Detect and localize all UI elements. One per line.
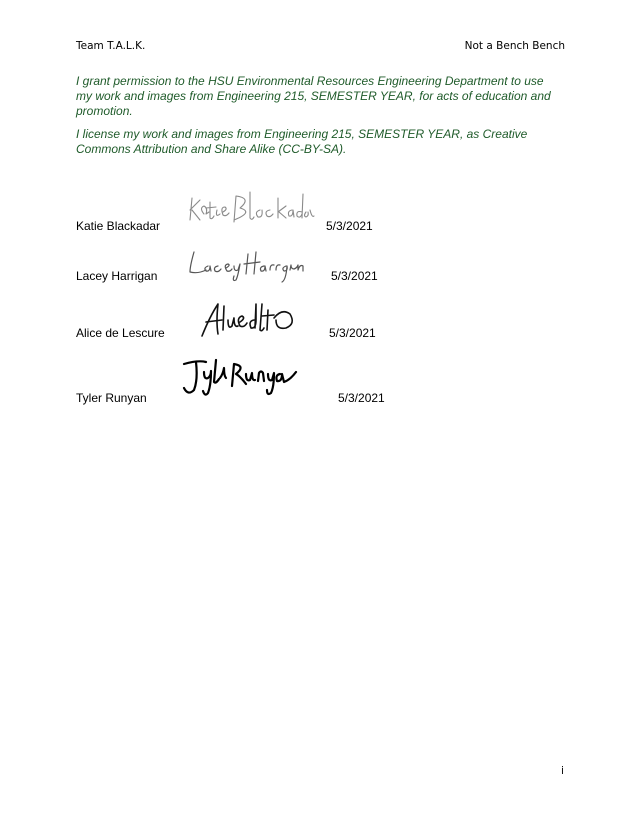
signature-lacey	[186, 248, 304, 282]
signature-katie	[186, 188, 314, 228]
signer-date-tyler: 5/3/2021	[338, 391, 385, 405]
signature-tyler	[180, 356, 304, 400]
signer-date-katie: 5/3/2021	[326, 219, 373, 233]
signature-alice	[198, 300, 298, 342]
signer-name-lacey: Lacey Harrigan	[76, 269, 158, 283]
header-team-name: Team T.A.L.K.	[76, 40, 146, 52]
grant-permission-statement: I grant permission to the HSU Environmental Resources Engineering Department to use my work and images from Engineering 215, SEMESTER YEAR, for acts of education and promotion.	[76, 74, 551, 118]
signer-name-alice: Alice de Lescure	[76, 326, 165, 340]
signer-name-katie: Katie Blackadar	[76, 219, 161, 233]
header-project-title: Not a Bench Bench	[464, 40, 565, 52]
license-statement: I license my work and images from Engineering 215, SEMESTER YEAR, as Creative Commons Attribution and Share Alike (CC-BY-SA).	[76, 127, 528, 156]
signer-date-lacey: 5/3/2021	[331, 269, 378, 283]
page-header	[76, 40, 565, 54]
signer-date-alice: 5/3/2021	[329, 326, 376, 340]
signer-name-tyler: Tyler Runyan	[76, 391, 147, 405]
page-number: i	[561, 765, 564, 777]
